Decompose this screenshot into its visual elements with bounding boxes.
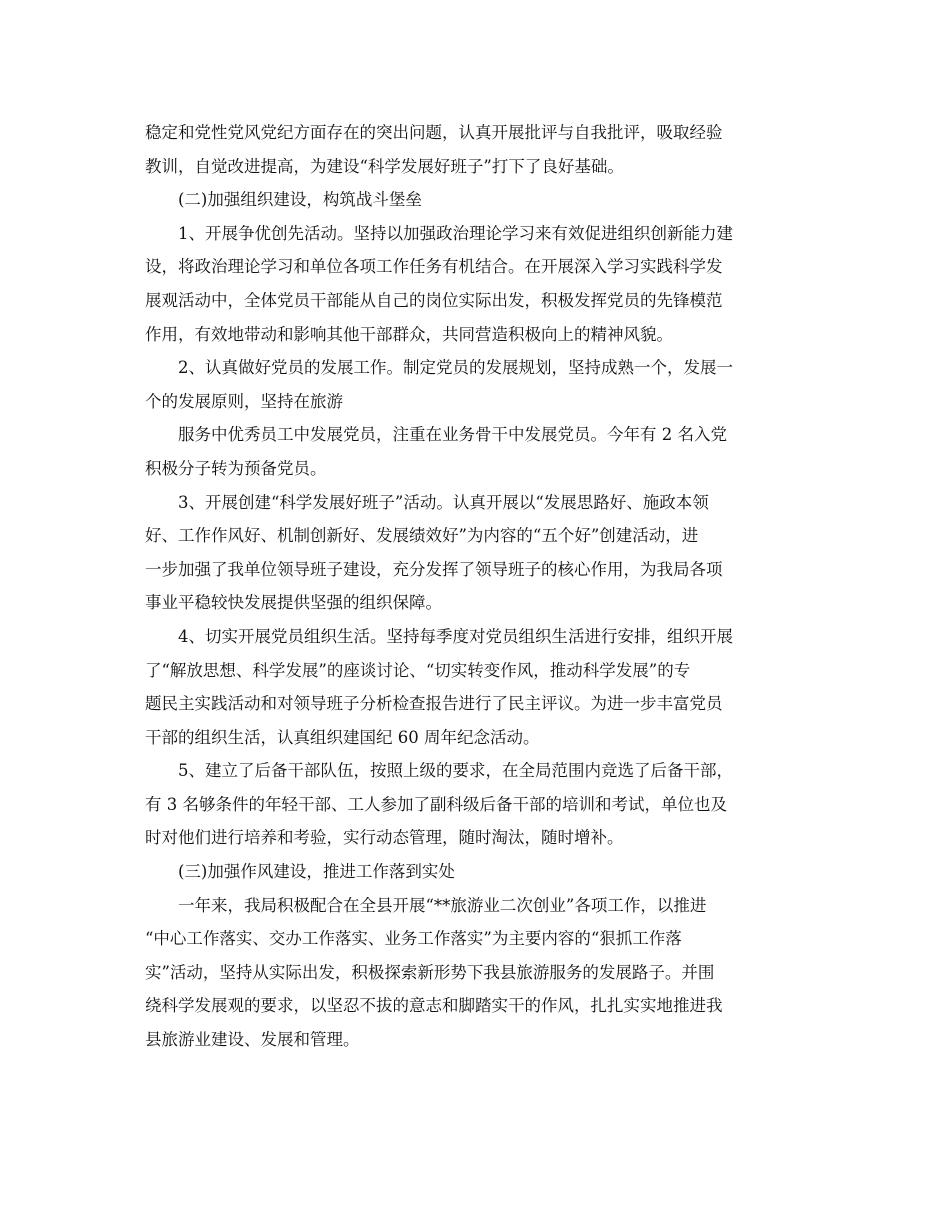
text-line: 2、认真做好党员的发展工作。制定党员的发展规划，坚持成熟一个，发展一 [178,358,733,378]
text-line: 作用，有效地带动和影响其他干部群众，共同营造积极向上的精神风貌。 [145,324,673,344]
text-line: 干部的组织生活，认真组织建国纪 60 周年纪念活动。 [145,727,540,747]
section-heading: (二)加强组织建设，构筑战斗堡垒 [178,190,422,210]
text-line: 实”活动，坚持从实际出发，积极探索新形势下我县旅游服务的发展路子。并围 [145,962,715,982]
text-line: 县旅游业建设、发展和管理。 [145,1030,360,1050]
text-line: 时对他们进行培养和考验，实行动态管理，随时淘汰，随时增补。 [145,828,624,848]
text-line: 5、建立了后备干部队伍，按照上级的要求，在全局范围内竞选了后备干部， [178,761,733,781]
text-line: 了“解放思想、科学发展”的座谈讨论、“切实转变作风，推动科学发展”的专 [145,660,691,680]
text-line: 有 3 名够条件的年轻干部、工人参加了副科级后备干部的培训和考试，单位也及 [145,794,727,814]
text-line: 3、开展创建“科学发展好班子”活动。认真开展以“发展思路好、施政本领 [178,492,709,512]
text-line: 教训，自觉改进提高，为建设“科学发展好班子”打下了良好基础。 [145,156,624,176]
text-line: 设，将政治理论学习和单位各项工作任务有机结合。在开展深入学习实践科学发 [145,257,723,277]
section-heading: (三)加强作风建设，推进工作落到实处 [178,862,455,882]
text-line: 4、切实开展党员组织生活。坚持每季度对党员组织生活进行安排，组织开展 [178,626,733,646]
text-line: 题民主实践活动和对领导班子分析检查报告进行了民主评议。为进一步丰富党员 [145,694,723,714]
text-line: 展观活动中，全体党员干部能从自己的岗位实际出发，积极发挥党员的先锋模范 [145,290,723,310]
document-body [145,116,805,1057]
text-line: 服务中优秀员工中发展党员，注重在业务骨干中发展党员。今年有 2 名入党 [178,425,727,445]
text-line: “中心工作落实、交办工作落实、业务工作落实”为主要内容的“狠抓工作落 [145,929,682,949]
text-line: 个的发展原则，坚持在旅游 [145,391,343,411]
text-line: 积极分子转为预备党员。 [145,458,327,478]
text-line: 稳定和党性党风党纪方面存在的突出问题，认真开展批评与自我批评，吸取经验 [145,123,723,142]
text-line: 1、开展争优创先活动。坚持以加强政治理论学习来有效促进组织创新能力建 [178,223,733,243]
text-line: 好、工作作风好、机制创新好、发展绩效好”为内容的“五个好”创建活动，进 [145,526,699,546]
text-line: 一步加强了我单位领导班子建设，充分发挥了领导班子的核心作用，为我局各项 [145,559,723,579]
text-line: 绕科学发展观的要求，以坚忍不拔的意志和脚踏实干的作风，扎扎实实地推进我 [145,996,723,1016]
text-line: 事业平稳较快发展提供坚强的组织保障。 [145,593,442,613]
text-line: 一年来，我局积极配合在全县开展“**旅游业二次创业”各项工作，以推进 [178,895,707,915]
